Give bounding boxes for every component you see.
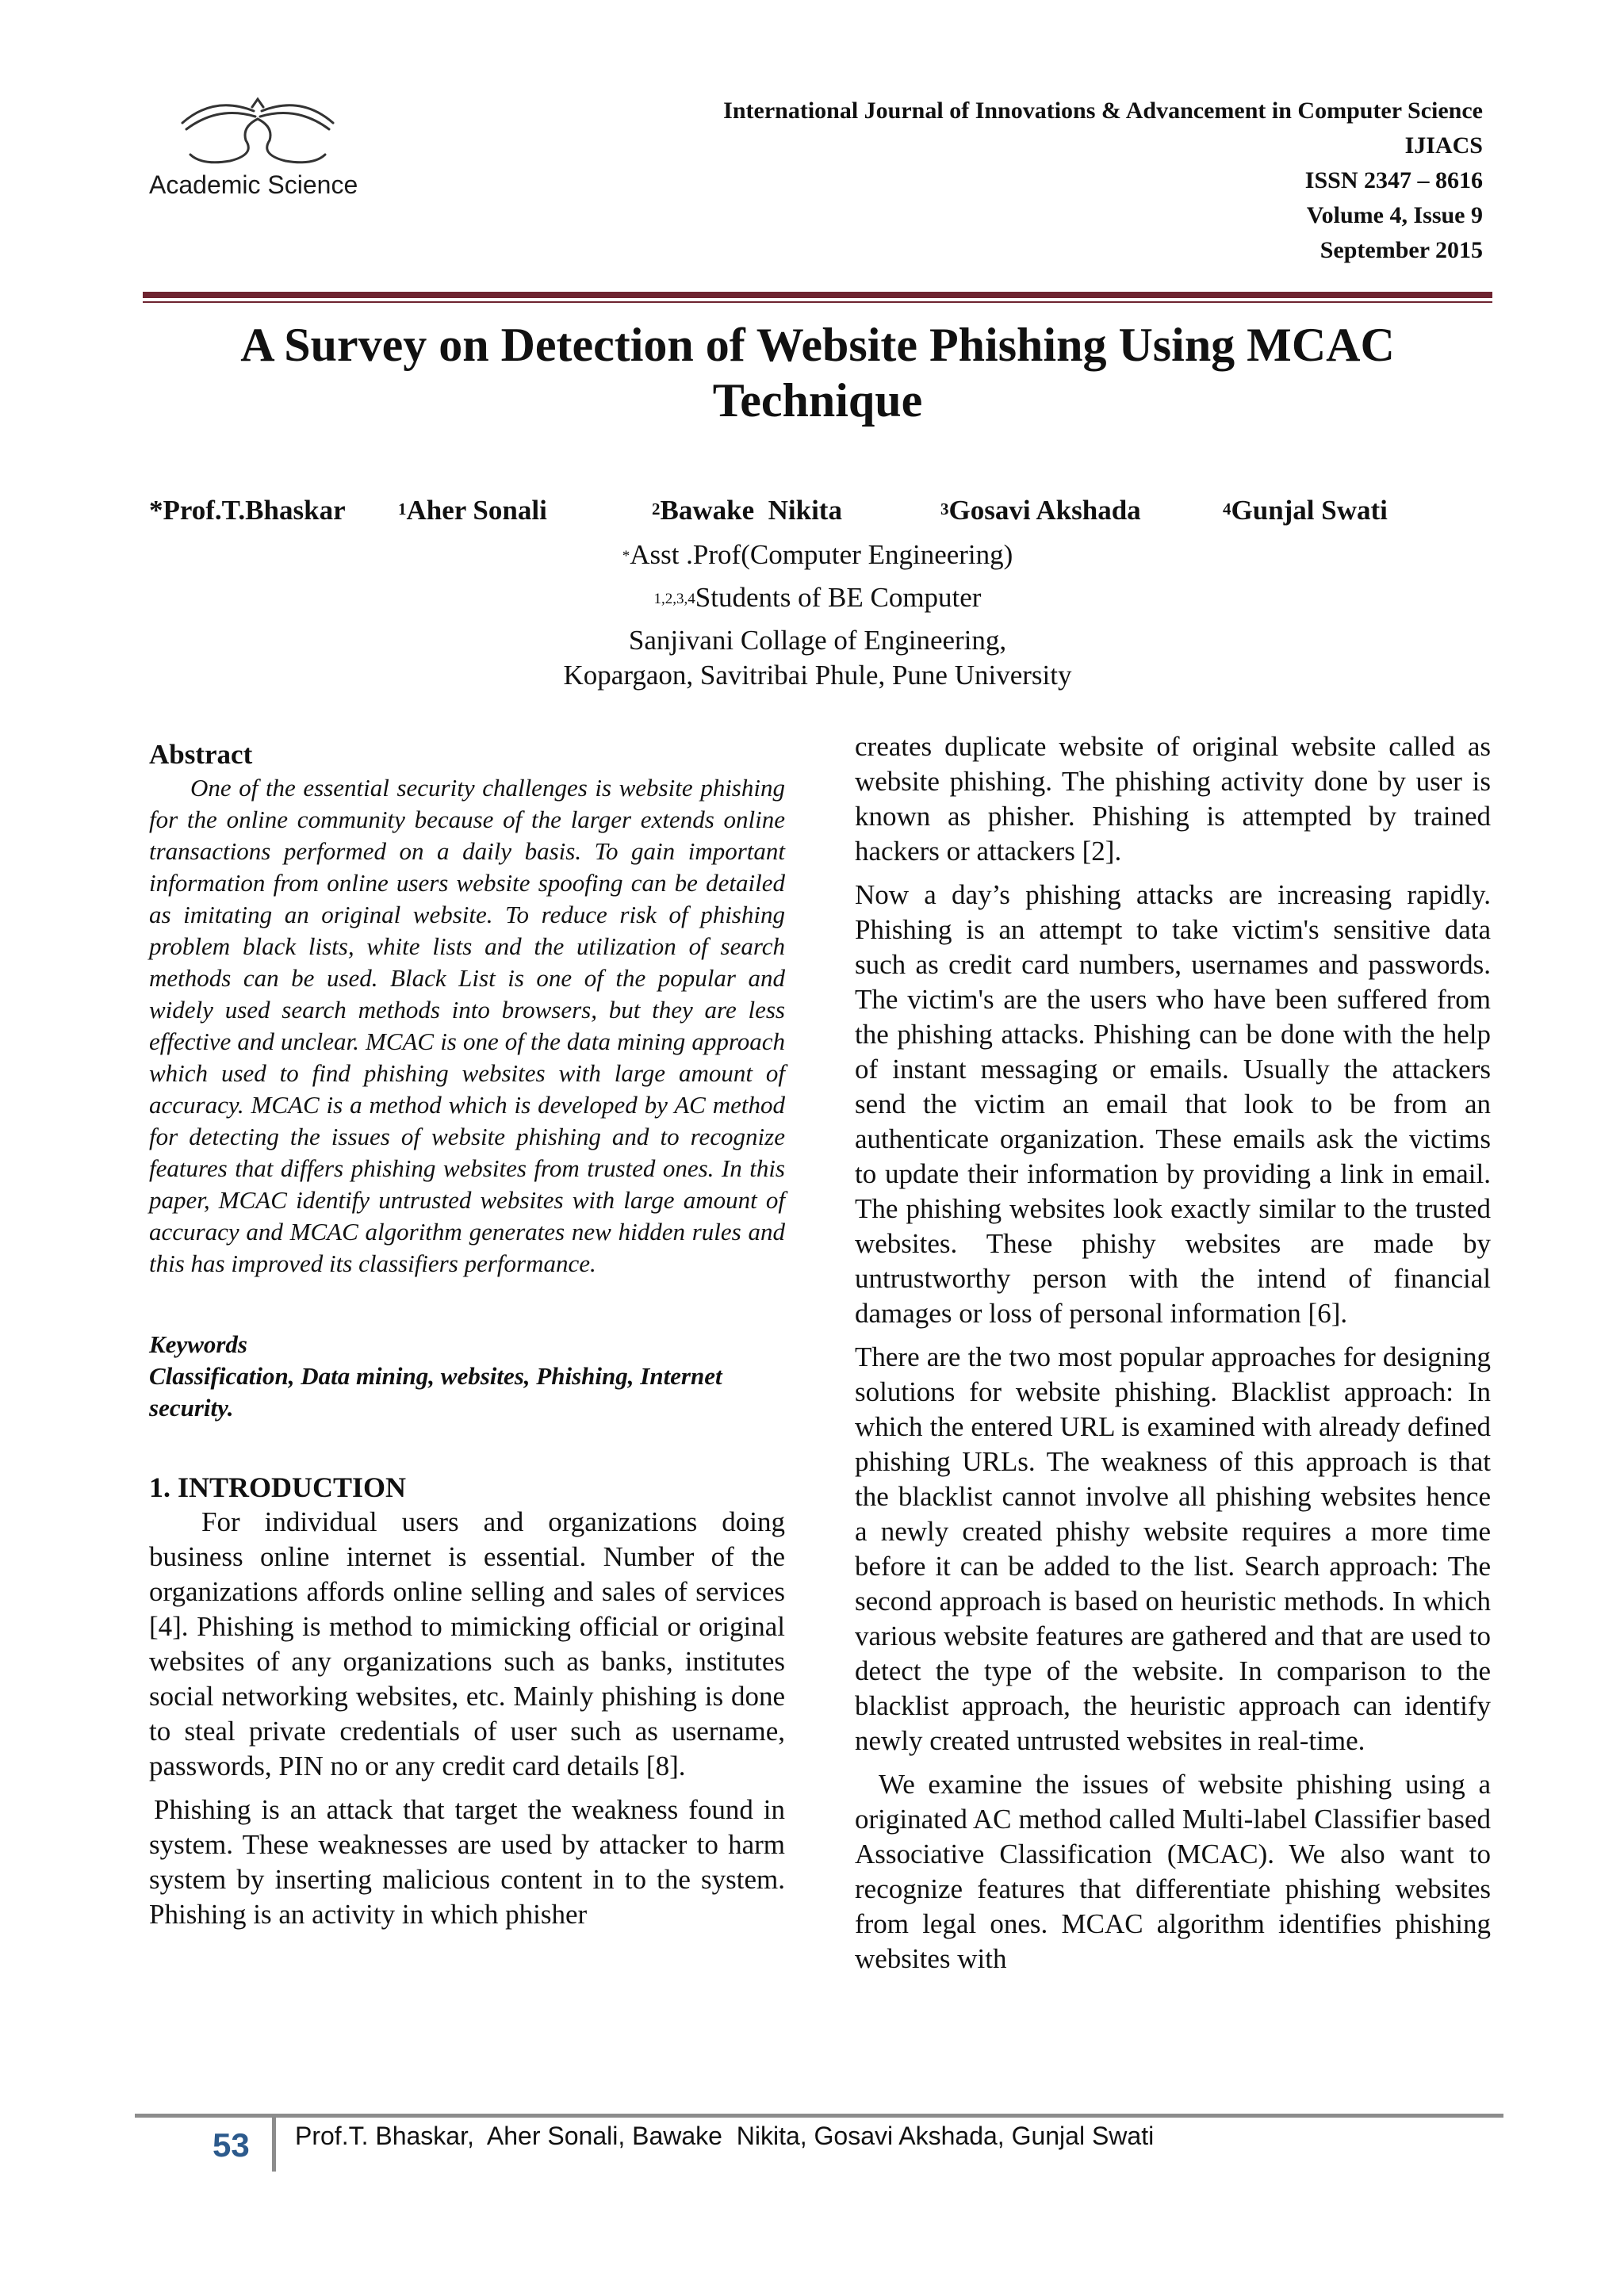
author-mark: 2 [652,499,661,519]
introduction-heading: 1. INTRODUCTION [149,1471,407,1503]
affiliation-line-1 [143,539,1492,576]
keywords-heading: Keywords [149,1330,247,1358]
journal-date: September 2015 [1320,237,1483,263]
author-4 [940,495,1141,526]
publisher-logo [143,91,381,210]
header-rule [143,292,1492,298]
journal-volume: Volume 4, Issue 9 [1306,202,1483,228]
footer-divider [272,2118,276,2172]
left-column [149,737,785,1941]
author-1 [149,495,346,526]
page-number: 53 [213,2126,250,2164]
author-3 [652,495,842,526]
author-name: Prof.T.Bhaskar [163,495,346,526]
affil-text: Students of BE Computer [695,582,982,613]
journal-name: International Journal of Innovations & Advancement in Computer Science [723,98,1483,124]
intro-paragraph-2: Phishing is an attack that target the weakness found in system. These weaknesses are used by attacker to harm system by inserting malicious content in to the system. Phishing is an activity in which phisher [149,1794,785,1930]
paper-title: A Survey on Detection of Website Phishing Using MCAC Technique [240,319,1395,427]
affiliation-line-4: Kopargaon, Savitribai Phule, Pune University [563,660,1072,691]
journal-abbr: IJIACS [1404,132,1483,159]
author-mark: 4 [1223,499,1231,519]
author-2 [398,495,547,526]
author-mark: 3 [940,499,949,519]
affil-mark: 1,2,3,4 [653,591,695,607]
affiliation-line-3: Sanjivani Collage of Engineering, [628,625,1007,656]
logo-text: Academic Science [149,170,358,199]
keywords-text: Classification, Data mining, websites, Phishing, Internet security. [149,1362,722,1422]
right-paragraph-1: creates duplicate website of original website called as website phishing. The phishing activity done by user is known as phisher. Phishing is attempted by trained hackers or attackers [2]. [855,731,1491,867]
author-name: Gunjal Swati [1231,495,1388,526]
author-name: Bawake Nikita [660,495,842,526]
author-name: Gosavi Akshada [948,495,1141,526]
author-5 [1223,495,1388,526]
abstract-text: One of the essential security challenges is website phishing for the online community because of the larger extends online transactions performed on a daily basis. To gain important information from online users website spoofing can be detailed as imitating an original website. To reduce risk of phishing problem black lists, white lists and the utilization of search methods can be used. Black List is one of the popular and widely used search methods into browsers, but they are less effective and unclear. MCAC is one of the data mining approach which used to find phishing websites with large amount of accuracy. MCAC is a method which is developed by AC method for detecting the issues of website phishing and to recognize features that differs phishing websites from trusted ones. In this paper, MCAC identify untrusted websites with large amount of accuracy and MCAC algorithm generates new hidden rules and this has improved its classifiers performance. [149,774,785,1277]
right-paragraph-3: There are the two most popular approaches for designing solutions for website phishing. Blacklist approach: In which the entered URL is examined with already defined phishing URLs. The weakness of this approach is that the blacklist cannot involve all phishing websites hence a newly created phishy website requires a more time before it can be added to the list. Search approach: The second approach is based on heuristic methods. In which various website features are gathered and that are used to detect the type of the website. In comparison to the blacklist approach, the heuristic approach can identify newly created untrusted websites in real-time. [855,1341,1491,1756]
intro-paragraph-1: For individual users and organizations doing business online internet is essential. Number of the organizations affords online selling and sales of services [4]. Phishing is method to mimicking official or original websites of any organizations such as banks, institutes social networking websites, etc. Mainly phishing is done to steal private credentials of user such as username, passwords, PIN no or any credit card details [8]. [149,1506,785,1781]
logo-mark-icon [167,91,349,166]
author-mark: 1 [398,499,407,519]
affil-text: Asst .Prof(Computer Engineering) [630,539,1013,570]
author-name: Aher Sonali [406,495,547,526]
journal-info [723,94,1483,268]
header-rule-thin [143,301,1492,303]
author-mark: * [149,495,163,526]
right-paragraph-4: We examine the issues of website phishing using a originated AC method called Multi-label Classifier based Associative Classification (MCAC). We also want to recognize features that differentiate phishing websites from legal ones. MCAC algorithm identifies phishing websites with [855,1769,1491,1974]
abstract-heading: Abstract [149,739,253,770]
journal-issn: ISSN 2347 – 8616 [1304,167,1483,193]
footer-rule [135,2114,1503,2118]
footer-authors: Prof.T. Bhaskar, Aher Sonali, Bawake Nikita, Gosavi Akshada, Gunjal Swati [295,2122,1155,2150]
affiliation-line-2 [143,582,1492,618]
right-column [855,729,1491,1985]
right-paragraph-2: Now a day’s phishing attacks are increasing rapidly. Phishing is an attempt to take victim's sensitive data such as credit card numbers, usernames and passwords. The victim's are the users who have been suffered from the phishing attacks. Phishing can be done with the help of instant messaging or emails. Usually the attackers send the victim an email that look to be from an authenticate organization. These emails ask the victims to update their information by providing a link in email. The phishing websites look exactly similar to the trusted websites. These phishy websites are made by untrustworthy person with the intend of financial damages or loss of personal information [6]. [855,879,1491,1329]
affil-mark: * [622,548,630,564]
